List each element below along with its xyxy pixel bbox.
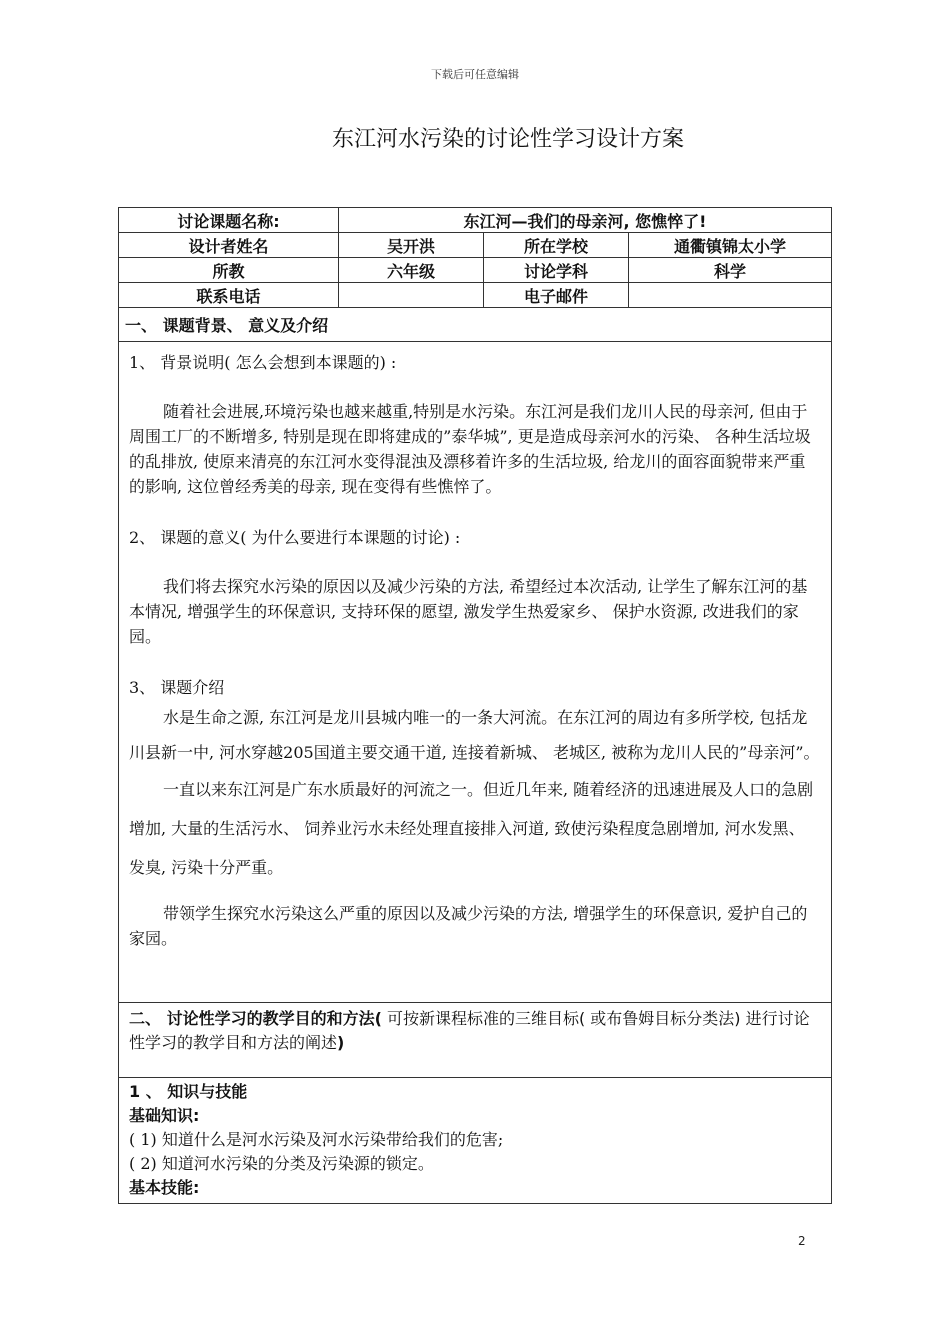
- basic-skills-label: 基本技能:: [129, 1178, 200, 1197]
- section2-heading-rest: 可按新课程标准的三维目标( 或布鲁姆目标分类法) 进行讨论性学习的教学目和方法的阐述: [129, 1009, 810, 1052]
- topic-row: [119, 208, 832, 233]
- subject-value: 科学: [629, 258, 832, 283]
- meaning-text: 我们将去探究水污染的原因以及减少污染的方法, 希望经过本次活动, 让学生了解东江河的基本情况, 增强学生的环保意识, 支持环保的愿望, 激发学生热爱家乡、 保护水资源, 改进我们的家园。: [129, 577, 808, 646]
- intro-paragraph-3: 带领学生探究水污染这么严重的原因以及减少污染的方法, 增强学生的环保意识, 爱护自己的家园。: [129, 904, 808, 948]
- grade-row: [119, 258, 832, 283]
- email-value: [629, 283, 832, 308]
- section1-body: [119, 342, 832, 1003]
- design-form-table: [118, 207, 832, 1204]
- topic-value: 东江河—我们的母亲河, 您憔悴了!: [339, 208, 832, 233]
- basic-knowledge-label: 基础知识:: [129, 1106, 200, 1125]
- intro-paragraph-1: 水是生命之源, 东江河是龙川县城内唯一的一条大河流。在东江河的周边有多所学校, 包括龙川县新一中, 河水穿越205国道主要交通干道, 连接着新城、 老城区, 被称为龙川人民的”母亲河”。: [129, 708, 820, 762]
- school-value: 通衢镇锦太小学: [629, 233, 832, 258]
- section1-heading-row: [119, 308, 832, 342]
- intro-heading: 3、 课题介绍: [129, 678, 225, 697]
- topic-label: 讨论课题名称:: [119, 208, 339, 233]
- page-number: 2: [798, 1234, 806, 1248]
- phone-value: [339, 283, 484, 308]
- section1-body-row: [119, 342, 832, 1003]
- background-text: 随着社会进展,环境污染也越来越重,特别是水污染。东江河是我们龙川人民的母亲河, 但由于周围工厂的不断增多, 特别是现在即将建成的”泰华城”, 更是造成母亲河水的污染、 各种生活垃圾的乱排放, 使原来清亮的东江河水变得混浊及漂移着许多的生活垃圾, 给龙川的面容面貌带来严重的影响, 这位曾经秀美的母亲, 现在变得有些憔悴了。: [129, 402, 811, 496]
- section2-body: [119, 1078, 832, 1204]
- email-label: 电子邮件: [484, 283, 629, 308]
- section2-heading-row: [119, 1003, 832, 1078]
- knowledge-item-2: ( 2) 知道河水污染的分类及污染源的锁定。: [129, 1154, 434, 1173]
- subject-label: 讨论学科: [484, 258, 629, 283]
- designer-value: 吴开洪: [339, 233, 484, 258]
- header-note: 下载后可任意编辑: [431, 68, 519, 81]
- skills-heading: 1 、 知识与技能: [129, 1082, 248, 1101]
- meaning-heading: 2、 课题的意义( 为什么要进行本课题的讨论) :: [129, 528, 461, 547]
- designer-label: 设计者姓名: [119, 233, 339, 258]
- document-title: 东江河水污染的讨论性学习设计方案: [331, 127, 684, 152]
- section2-heading: [119, 1003, 832, 1078]
- background-heading: 1、 背景说明( 怎么会想到本课题的) :: [129, 353, 397, 372]
- section1-heading: 一、 课题背景、 意义及介绍: [119, 308, 832, 342]
- intro-paragraph-2: 一直以来东江河是广东水质最好的河流之一。但近几年来, 随着经济的迅速进展及人口的急剧增加, 大量的生活污水、 饲养业污水未经处理直接排入河道, 致使污染程度急剧增加, 河水发黑、 发臭, 污染十分严重。: [129, 780, 814, 877]
- school-label: 所在学校: [484, 233, 629, 258]
- knowledge-item-1: ( 1) 知道什么是河水污染及河水污染带给我们的危害;: [129, 1130, 504, 1149]
- grade-label: 所教: [119, 258, 339, 283]
- contact-row: [119, 283, 832, 308]
- section2-heading-bold: 二、 讨论性学习的教学目的和方法(: [129, 1009, 382, 1028]
- section2-heading-close: ): [337, 1033, 345, 1052]
- designer-row: [119, 233, 832, 258]
- phone-label: 联系电话: [119, 283, 339, 308]
- section2-body-row: [119, 1078, 832, 1204]
- grade-value: 六年级: [339, 258, 484, 283]
